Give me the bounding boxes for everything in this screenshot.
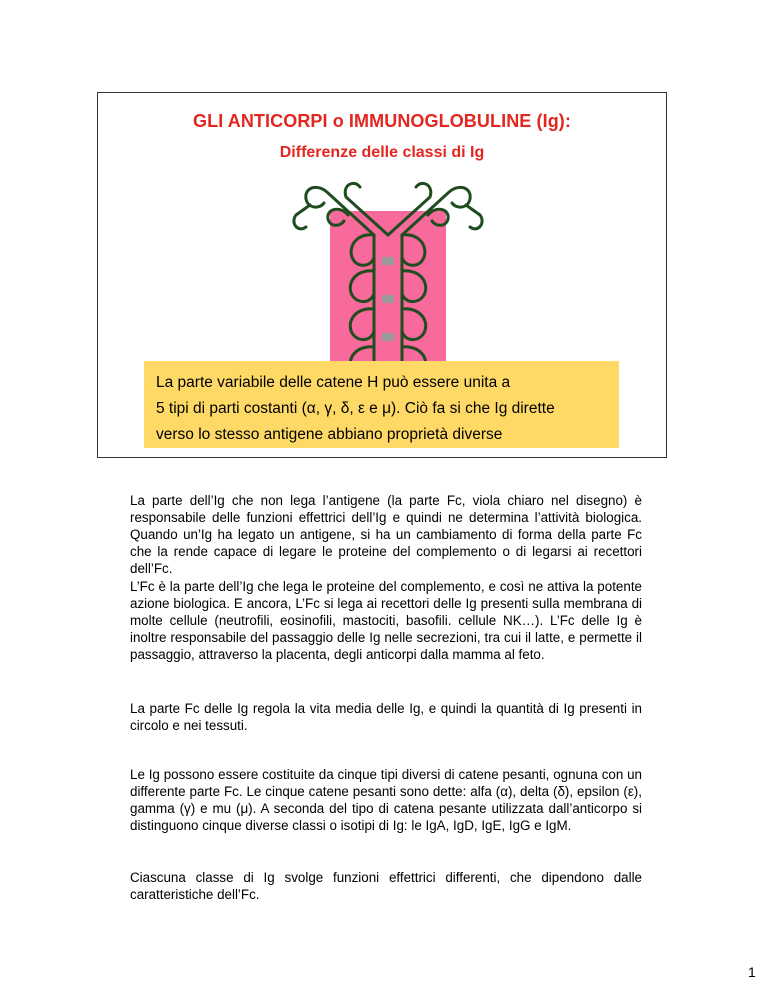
disulfide-bond: [382, 257, 394, 265]
slide-title: GLI ANTICORPI o IMMUNOGLOBULINE (Ig):: [193, 111, 571, 131]
page-number: 1: [748, 964, 756, 980]
callout-box: [144, 361, 619, 448]
slide-subtitle: Differenze delle classi di Ig: [279, 144, 485, 161]
paragraph-fc-halflife: La parte Fc delle Ig regola la vita media delle Ig, e quindi la quantità di Ig presenti in circolo e nei tessuti.: [130, 701, 642, 733]
disulfide-bond: [382, 295, 394, 303]
light-chain-right: [466, 205, 482, 229]
slide-panel: [97, 92, 667, 458]
paragraph-fc-binding: L’Fc è la parte dell’Ig che lega le proteine del complemento, e così ne attiva la potente azione biologica. E ancora, L’Fc si lega ai recettori delle Ig presenti sulla membrana di molte cellule (neutrofili, eosinofili, mastociti, basofili. cellule NK…). L’Fc delle Ig è inoltre responsabile del passaggio delle Ig nelle secrezioni, tra cui il latte, e permette il passaggio, attraverso la placenta, degli anticorpi dalla mamma al feto.: [130, 579, 642, 662]
disulfide-bond: [382, 333, 394, 341]
paragraph-classes: Ciascuna classe di Ig svolge funzioni effettrici differenti, che dipendono dalle caratteristiche dell’Fc.: [130, 870, 642, 902]
callout-line: La parte variabile delle catene H può essere unita a: [156, 374, 511, 391]
paragraph-fc-function: La parte dell’Ig che non lega l’antigene (la parte Fc, viola chiaro nel disegno) è responsabile delle funzioni effettrici dell’Ig e quindi ne determina l’attività biologica. Quando un’Ig ha legato un antigene, si ha un cambiamento di forma della parte Fc che la rende capace di legare le proteine del complemento o di legarsi ai recettori dell’Fc.: [130, 493, 642, 576]
light-chain-left: [294, 205, 310, 229]
callout-line: 5 tipi di parti costanti (α, γ, δ, ε e μ). Ciò fa si che Ig dirette: [156, 400, 555, 417]
callout-line: verso lo stesso antigene abbiano proprietà diverse: [156, 426, 503, 443]
paragraph-heavy-chains: Le Ig possono essere costituite da cinque tipi diversi di catene pesanti, ognuna con un differente parte Fc. Le cinque catene pesanti sono dette: alfa (α), delta (δ), epsilon (ε), gamma (γ) e mu (μ). A seconda del tipo di catena pesante utilizzata dall’anticorpo si distinguono cinque diverse classi o isotipi di Ig: le IgA, IgD, IgE, IgG e IgM.: [130, 767, 642, 833]
